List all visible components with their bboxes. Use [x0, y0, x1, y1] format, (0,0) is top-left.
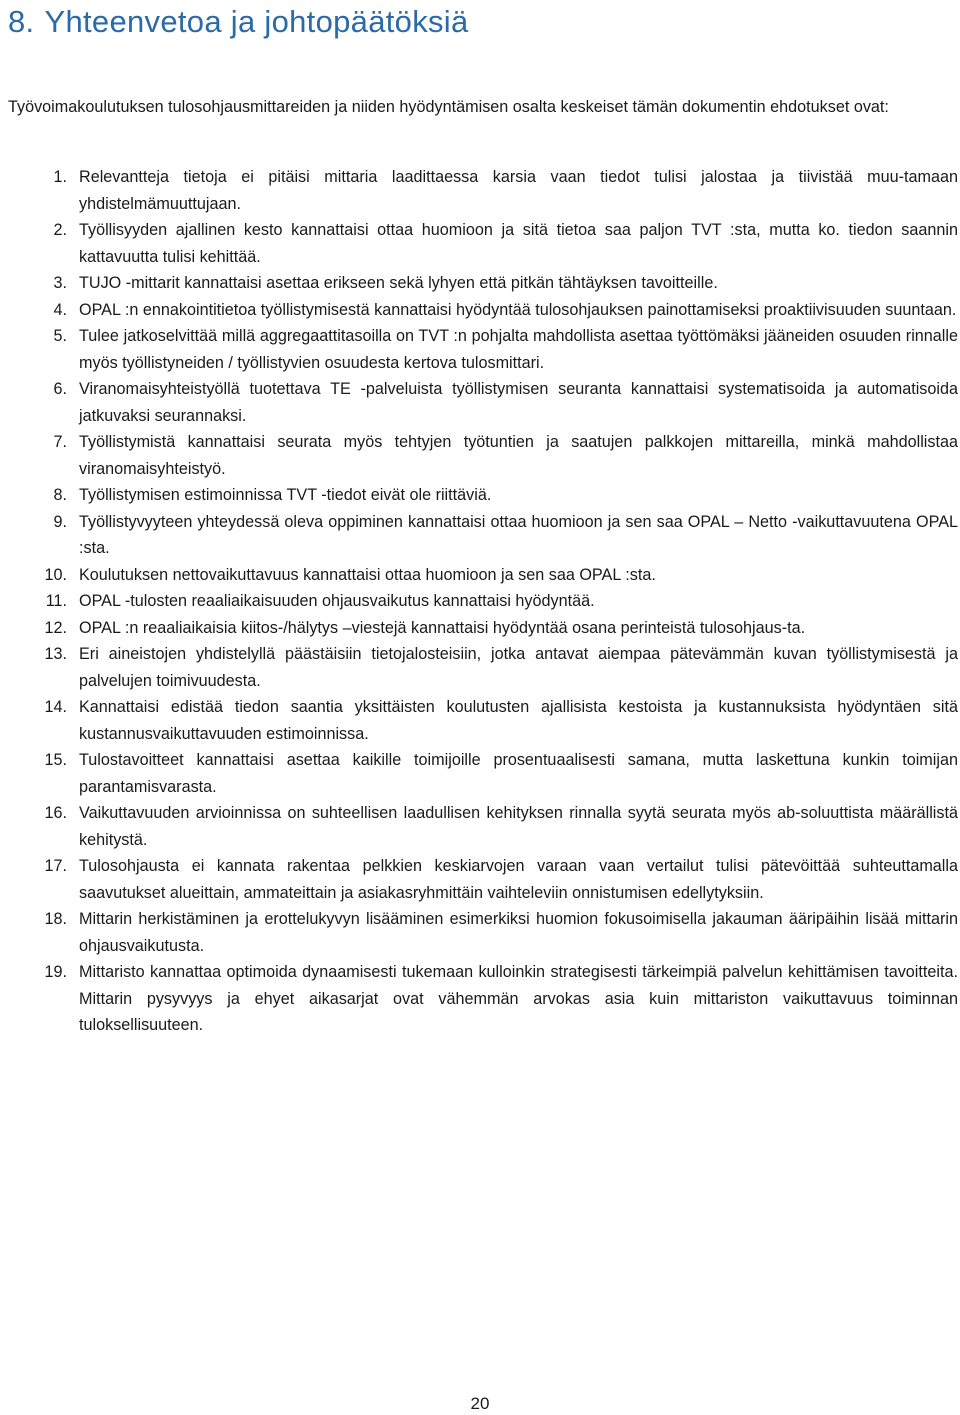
item-number: 9. [53, 512, 67, 531]
list-item [0, 641, 958, 694]
item-text: Mittarin herkistäminen ja erottelukyvyn lisääminen esimerkiksi huomion fokusoimisella jakauman ääripäihin lisää mittarin ohjausvaikutusta. [79, 910, 958, 955]
item-number: 17. [44, 857, 67, 875]
item-text: Tulee jatkoselvittää millä aggregaattitasoilla on TVT :n pohjalta mahdollista asettaa työttömäksi jääneiden osuuden rinnalle myös työllistyneiden / työllistyvien osuudesta kertova tulosmittari. [79, 327, 958, 372]
item-number: 12. [44, 618, 67, 637]
list-item [0, 853, 958, 906]
item-text: Työllistymisen estimoinnissa TVT -tiedot eivät ole riittäviä. [79, 486, 492, 504]
list-item [0, 959, 958, 1039]
list-item [0, 164, 958, 217]
list-item [0, 376, 958, 429]
item-number: 19. [44, 963, 67, 981]
item-number: 13. [44, 645, 67, 663]
item-number: 11. [45, 592, 67, 610]
item-number: 16. [44, 804, 67, 822]
list-item [0, 217, 958, 270]
item-number: 6. [53, 380, 67, 398]
list-item [0, 747, 958, 800]
item-text: OPAL :n reaaliaikaisia kiitos-/hälytys –viestejä kannattaisi hyödyntää osana perinteistä tulosohjaus-ta. [79, 618, 806, 637]
section-heading [8, 2, 469, 42]
item-number: 2. [53, 221, 67, 239]
list-item [0, 906, 958, 959]
item-text: Työllisyyden ajallinen kesto kannattaisi ottaa huomioon ja sitä tietoa saa paljon TVT :sta, mutta ko. tiedon saannin kattavuutta tulisi kehittää. [79, 221, 958, 266]
item-text: TUJO -mittarit kannattaisi asettaa erikseen sekä lyhyen että pitkän tähtäyksen tavoitteille. [79, 274, 718, 292]
item-text: Tulostavoitteet kannattaisi asettaa kaikille toimijoille prosentuaalisesti samana, mutta laskettuna kunkin toimijan parantamisvarasta. [79, 751, 958, 796]
proposals-list [0, 164, 958, 1039]
item-number: 14. [44, 698, 67, 716]
item-text: Relevantteja tietoja ei pitäisi mittaria laadittaessa karsia vaan tiedot tulisi jalostaa ja tiivistää muu-tamaan yhdistelmämuuttujaan. [79, 168, 958, 213]
list-item [0, 482, 958, 509]
page-number: 20 [470, 1394, 490, 1413]
item-text: Kannattaisi edistää tiedon saantia yksittäisten koulutusten ajallisista kestoista ja kustannuksista hyödyntäen sitä kustannusvaikuttavuuden estimoinnissa. [79, 698, 958, 743]
item-number: 3. [53, 274, 67, 292]
list-item [0, 270, 958, 297]
item-number: 7. [53, 433, 67, 451]
list-item [0, 509, 958, 562]
list-item [0, 588, 958, 615]
list-item [0, 429, 958, 482]
item-number: 8. [53, 486, 67, 504]
intro-paragraph: Työvoimakoulutuksen tulosohjausmittareiden ja niiden hyödyntämisen osalta keskeiset tämän dokumentin ehdotukset ovat: [8, 98, 889, 116]
list-item [0, 562, 958, 589]
item-text: Tulosohjausta ei kannata rakentaa pelkkien keskiarvojen varaan vaan vertailut tulisi pätevöittää suhteuttamalla saavutukset alueittain, ammateittain ja asiakasryhmittäin vaihteleviin onnistumisen edellytyksiin. [79, 857, 958, 902]
list-item [0, 323, 958, 376]
item-number: 10. [44, 565, 67, 584]
item-text: OPAL -tulosten reaaliaikaisuuden ohjausvaikutus kannattaisi hyödyntää. [79, 592, 595, 610]
list-item [0, 694, 958, 747]
list-item [0, 615, 958, 642]
item-text: OPAL :n ennakointitietoa työllistymisestä kannattaisi hyödyntää tulosohjauksen painottamiseksi proaktiivisuuden suuntaan. [79, 300, 957, 319]
item-number: 4. [53, 300, 67, 319]
item-number: 5. [53, 327, 67, 345]
item-text: Työllistymistä kannattaisi seurata myös tehtyjen työtuntien ja saatujen palkkojen mittareilla, minkä mahdollistaa viranomaisyhteistyö. [79, 433, 958, 478]
item-text: Koulutuksen nettovaikuttavuus kannattaisi ottaa huomioon ja sen saa OPAL :sta. [79, 565, 656, 584]
item-text: Vaikuttavuuden arvioinnissa on suhteellisen laadullisen kehityksen rinnalla syytä seurata myös ab-soluuttista määrällistä kehitystä. [79, 804, 958, 849]
item-number: 18. [44, 910, 67, 928]
item-text: Työllistyvyyteen yhteydessä oleva oppiminen kannattaisi ottaa huomioon ja sen saa OPAL – Netto -vaikuttavuutena OPAL :sta. [79, 512, 958, 557]
section-number: 8. [8, 4, 35, 39]
item-text: Mittaristo kannattaa optimoida dynaamisesti tukemaan kulloinkin strategisesti tärkeimpiä palvelun kehittämisen tavoitteita. Mittarin pysyvyys ja ehyet aikasarjat ovat vähemmän arvokas asia kuin mittariston vaikuttavuus toiminnan tuloksellisuuteen. [79, 963, 958, 1034]
item-number: 1. [53, 168, 67, 186]
item-number: 15. [44, 751, 67, 769]
item-text: Eri aineistojen yhdistelyllä päästäisiin tietojalosteisiin, jotka antavat aiempaa pätevämmän kuvan työllistymisestä ja palvelujen toimivuudesta. [79, 645, 958, 690]
item-text: Viranomaisyhteistyöllä tuotettava TE -palveluista työllistymisen seuranta kannattaisi systematisoida ja automatisoida jatkuvaksi seurannaksi. [79, 380, 958, 425]
list-item [0, 297, 958, 324]
list-item [0, 800, 958, 853]
section-title: Yhteenvetoa ja johtopäätöksiä [44, 4, 469, 39]
